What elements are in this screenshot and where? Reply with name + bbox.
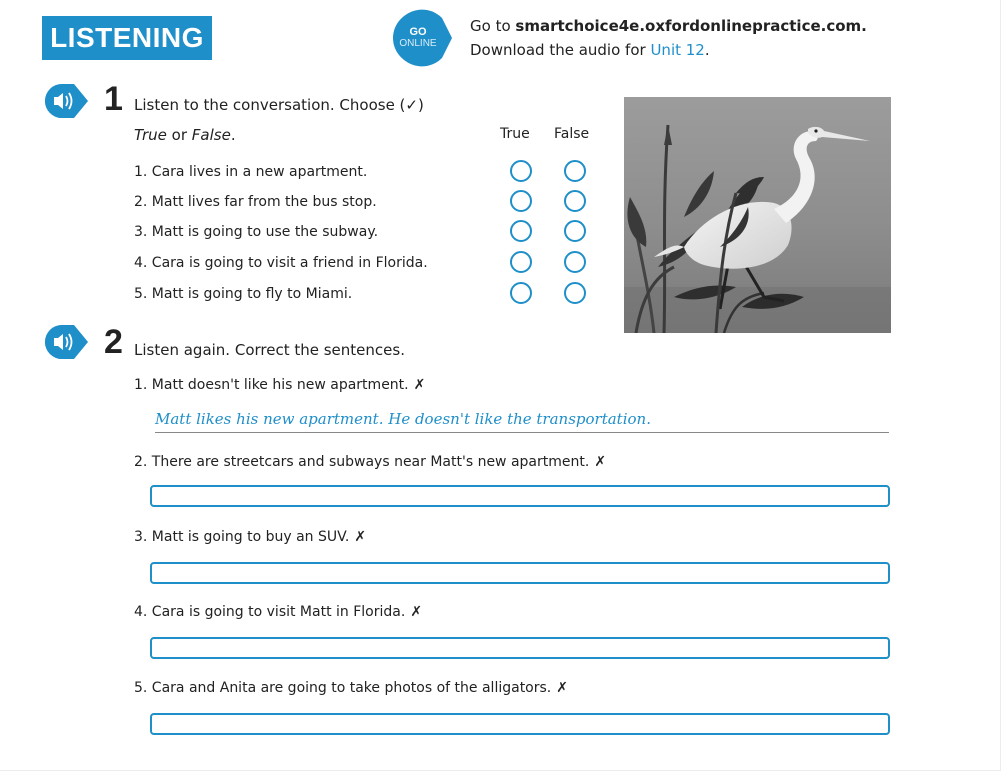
radio-false-2[interactable] [564,190,586,212]
radio-true-5[interactable] [510,282,532,304]
answer-input-2[interactable] [150,485,890,507]
example-answer: Matt likes his new apartment. He doesn't like the transportation. [155,408,889,433]
correct-item-1 [134,375,425,395]
x-mark-icon: ✗ [410,604,423,620]
radio-false-5[interactable] [564,282,586,304]
exercise-2-instruction: Listen again. Correct the sentences. [134,341,405,359]
online-info-line1 [470,14,990,38]
x-mark-icon: ✗ [594,454,607,470]
radio-false-1[interactable] [564,160,586,182]
unit-link[interactable]: Unit 12 [650,41,705,59]
correct-item-5 [134,678,568,698]
correct-item-label: 1. Matt doesn't like his new apartment. [134,377,409,393]
sub-end: . [230,126,236,144]
heron-photo [624,97,891,333]
radio-true-2[interactable] [510,190,532,212]
true-word: True [134,126,167,144]
tf-item-2 [134,189,604,215]
info-url[interactable]: smartchoice4e.oxfordonlinepractice.com. [515,17,867,35]
correct-item-label: 4. Cara is going to visit Matt in Florida. [134,604,406,620]
x-mark-icon: ✗ [413,377,426,393]
x-mark-icon: ✗ [556,680,568,696]
go-online-label [386,26,450,50]
tf-item-label: 1. Cara lives in a new apartment. [134,164,368,180]
radio-true-3[interactable] [510,220,532,242]
tf-item-label: 2. Matt lives far from the bus stop. [134,194,377,210]
tf-item-5 [134,281,604,307]
column-header-false: False [554,126,590,142]
radio-true-1[interactable] [510,160,532,182]
exercise-1-instruction: Listen to the conversation. Choose (✓) [134,96,424,114]
radio-false-4[interactable] [564,251,586,273]
exercise-2-number: 2 [104,323,123,361]
answer-input-3[interactable] [150,562,890,584]
correct-item-4 [134,602,422,622]
go-label: GO [409,26,427,38]
correct-item-label: 3. Matt is going to buy an SUV. [134,529,350,545]
online-label: ONLINE [399,38,437,49]
answer-input-4[interactable] [150,637,890,659]
tf-item-label: 4. Cara is going to visit a friend in Florida. [134,255,428,271]
info-prefix: Go to [470,17,516,35]
x-mark-icon: ✗ [354,529,367,545]
column-header-true: True [500,126,530,142]
exercise-1-number: 1 [104,80,123,118]
radio-true-4[interactable] [510,251,532,273]
go-online-icon[interactable] [386,8,458,68]
correct-item-2 [134,452,606,472]
tf-item-3 [134,219,604,245]
tf-item-1 [134,159,604,185]
speaker-icon[interactable] [42,323,102,361]
correct-item-label: 2. There are streetcars and subways near Matt's new apartment. [134,454,590,470]
tf-item-4 [134,250,604,276]
tf-item-label: 3. Matt is going to use the subway. [134,224,379,240]
or-word: or [166,126,192,144]
correct-item-3 [134,527,366,547]
section-title: LISTENING [42,16,212,60]
radio-false-3[interactable] [564,220,586,242]
answer-input-5[interactable] [150,713,890,735]
false-word: False [191,126,231,144]
speaker-icon[interactable] [42,82,102,120]
online-info-line2 [470,38,990,62]
correct-item-label: 5. Cara and Anita are going to take photos of the alligators. [134,680,552,696]
tf-item-label: 5. Matt is going to fly to Miami. [134,286,353,302]
exercise-1-subinstruction [134,125,236,145]
info-line2-suffix: . [704,41,710,59]
online-info [470,14,990,62]
info-line2-prefix: Download the audio for [470,41,651,59]
